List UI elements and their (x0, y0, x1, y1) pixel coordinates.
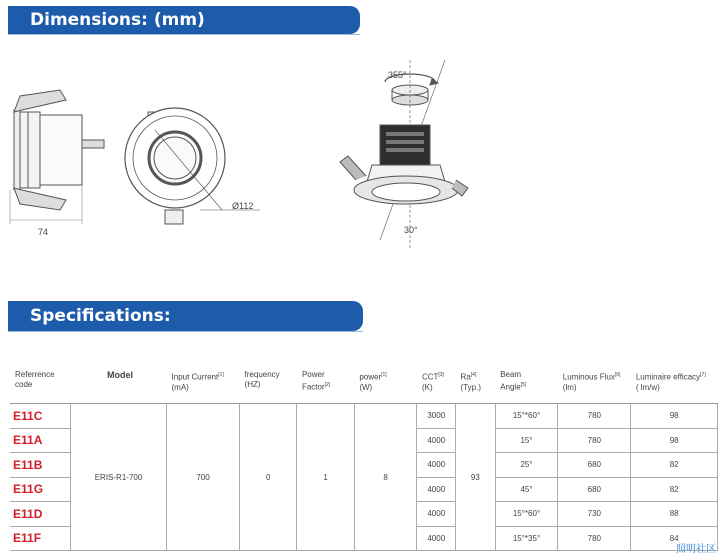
power-cell: 8 (354, 404, 417, 551)
code-cell: E11G (10, 477, 71, 502)
cct-cell: 4000 (417, 502, 456, 527)
flux-cell: 780 (558, 404, 631, 429)
header-code: Referrence code (10, 360, 71, 404)
model-cell: ERIS-R1-700 (71, 404, 167, 551)
header-model: Model (71, 360, 167, 404)
side-width-label: 74 (38, 227, 49, 237)
specifications-title: Specifications: (30, 306, 171, 326)
header-frequency: frequency (HZ) (240, 360, 297, 404)
flux-cell: 680 (558, 453, 631, 478)
efficacy-cell: 98 (631, 428, 718, 453)
header-power: power[1] (W) (354, 360, 417, 404)
code-cell: E11B (10, 453, 71, 478)
code-cell: E11F (10, 526, 71, 551)
ra-cell: 93 (456, 404, 496, 551)
header-power-factor: Power Factor[2] (297, 360, 354, 404)
beam-cell: 15°*35° (495, 526, 558, 551)
table-header-row (10, 360, 718, 404)
efficacy-cell: 84 (631, 526, 718, 551)
watermark-text: 照明社区 (676, 544, 716, 555)
beam-cell: 15° (495, 428, 558, 453)
cct-cell: 4000 (417, 428, 456, 453)
flux-cell: 780 (558, 526, 631, 551)
perspective-drawing (340, 60, 468, 250)
flux-cell: 780 (558, 428, 631, 453)
flux-cell: 730 (558, 502, 631, 527)
header-current: Input Current[1] (mA) (167, 360, 240, 404)
dimensions-banner (8, 6, 360, 34)
code-cell: E11A (10, 428, 71, 453)
code-cell: E11D (10, 502, 71, 527)
beam-cell: 25° (495, 453, 558, 478)
banner-rule (8, 34, 360, 35)
diameter-label: Ø112 (232, 201, 254, 211)
power-factor-cell: 1 (297, 404, 354, 551)
header-flux: Luminous Flux[6] (lm) (558, 360, 631, 404)
efficacy-cell: 82 (631, 453, 718, 478)
dimension-drawings (0, 60, 720, 270)
table-row (10, 404, 718, 429)
rotation-label: 355° (388, 70, 407, 80)
code-cell: E11C (10, 404, 71, 429)
efficacy-cell: 82 (631, 477, 718, 502)
cct-cell: 4000 (417, 453, 456, 478)
dimensions-title: Dimensions: (mm) (30, 10, 205, 30)
beam-cell: 15°*60° (495, 502, 558, 527)
header-cct: CCT[3] (K) (417, 360, 456, 404)
side-view-drawing (10, 90, 104, 224)
header-beam: Beam Angle[5] (495, 360, 558, 404)
header-ra: Ra[4] (Typ.) (456, 360, 496, 404)
cct-cell: 4000 (417, 526, 456, 551)
tilt-label: 30° (404, 225, 418, 235)
frequency-cell: 0 (240, 404, 297, 551)
cct-cell: 4000 (417, 477, 456, 502)
efficacy-cell: 88 (631, 502, 718, 527)
header-efficacy: Luminaire efficacy[7] ( lm/w) (631, 360, 718, 404)
specifications-banner (8, 301, 363, 331)
beam-cell: 45° (495, 477, 558, 502)
specifications-table (10, 360, 718, 551)
banner-rule (8, 331, 363, 332)
flux-cell: 680 (558, 477, 631, 502)
beam-cell: 15°*60° (495, 404, 558, 429)
efficacy-cell: 98 (631, 404, 718, 429)
current-cell: 700 (167, 404, 240, 551)
cct-cell: 3000 (417, 404, 456, 429)
